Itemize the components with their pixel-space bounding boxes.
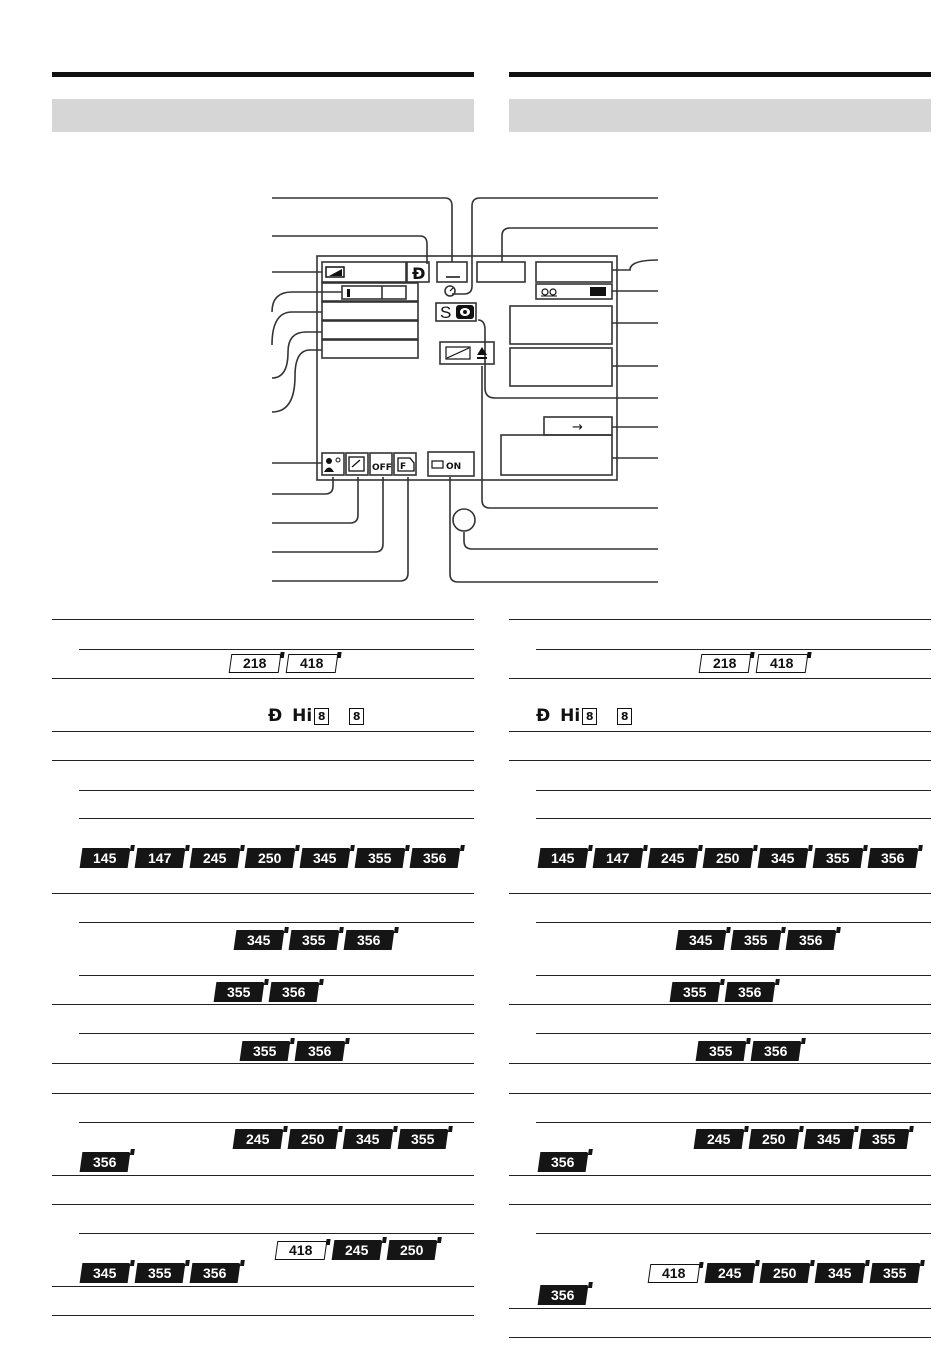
page-ref-badge: 345 bbox=[815, 1263, 866, 1283]
svg-text:F: F bbox=[400, 462, 407, 472]
page-ref-badge: 356 bbox=[344, 930, 395, 950]
right-rule bbox=[509, 1063, 931, 1064]
page-ref-badge: 145 bbox=[80, 848, 131, 868]
right-format-marks bbox=[536, 706, 632, 726]
left-rule bbox=[79, 922, 474, 923]
right-rule bbox=[509, 1004, 931, 1005]
page-ref-badge: 418 bbox=[756, 654, 809, 673]
left-rule bbox=[52, 1004, 474, 1005]
left-row4-badges bbox=[215, 982, 318, 1002]
right-row2-badges bbox=[539, 848, 917, 868]
page-ref-badge: 355 bbox=[355, 848, 406, 868]
left-rule bbox=[52, 1175, 474, 1176]
left-rule bbox=[52, 1204, 474, 1205]
page-ref-badge: 245 bbox=[648, 848, 699, 868]
left-rule bbox=[79, 975, 474, 976]
page-ref-badge: 250 bbox=[760, 1263, 811, 1283]
page-ref-badge: 250 bbox=[387, 1240, 438, 1260]
format-box: 8 bbox=[349, 708, 364, 725]
page-ref-badge: 355 bbox=[135, 1263, 186, 1283]
page-ref-badge: 147 bbox=[593, 848, 644, 868]
format-box: 8 bbox=[314, 708, 329, 725]
page-ref-badge: 356 bbox=[538, 1285, 589, 1305]
page-ref-badge: 356 bbox=[786, 930, 837, 950]
page-ref-badge: 418 bbox=[286, 654, 339, 673]
right-rule bbox=[536, 922, 931, 923]
left-row7-badges bbox=[276, 1240, 436, 1260]
left-rule bbox=[79, 1233, 474, 1234]
left-row6-badges bbox=[234, 1129, 447, 1149]
left-row5-badges bbox=[241, 1041, 344, 1061]
right-rule bbox=[536, 1233, 931, 1234]
page-ref-badge: 355 bbox=[813, 848, 864, 868]
format-box: 8 bbox=[617, 708, 632, 725]
left-rule bbox=[52, 1315, 474, 1316]
left-rule bbox=[52, 619, 474, 620]
page-ref-badge: 250 bbox=[703, 848, 754, 868]
page-ref-badge: 147 bbox=[135, 848, 186, 868]
right-rule bbox=[509, 760, 931, 761]
right-rule bbox=[509, 678, 931, 679]
page-ref-badge: 355 bbox=[398, 1129, 449, 1149]
page-ref-badge: 218 bbox=[229, 654, 282, 673]
page-ref-badge: 245 bbox=[694, 1129, 745, 1149]
page-ref-badge: 345 bbox=[80, 1263, 131, 1283]
left-row6-cont-badges bbox=[81, 1152, 129, 1172]
left-rule bbox=[79, 649, 474, 650]
left-row2-badges bbox=[81, 848, 459, 868]
left-rule bbox=[52, 893, 474, 894]
page-ref-badge: 418 bbox=[275, 1241, 328, 1260]
right-row7-badges bbox=[649, 1263, 919, 1283]
page-ref-badge: 250 bbox=[288, 1129, 339, 1149]
right-row5-badges bbox=[697, 1041, 800, 1061]
left-rule bbox=[52, 1063, 474, 1064]
page-ref-badge: 356 bbox=[751, 1041, 802, 1061]
right-rule bbox=[509, 731, 931, 732]
left-rule bbox=[52, 1286, 474, 1287]
page-ref-badge: 356 bbox=[190, 1263, 241, 1283]
page-ref-badge: 245 bbox=[705, 1263, 756, 1283]
page-ref-badge: 218 bbox=[699, 654, 752, 673]
page-ref-badge: 345 bbox=[300, 848, 351, 868]
screen-indicators-diagram bbox=[0, 0, 950, 600]
page-ref-badge: 355 bbox=[670, 982, 721, 1002]
page-ref-badge: 145 bbox=[538, 848, 589, 868]
left-row1-badges bbox=[230, 654, 337, 673]
format-symbol-icon: Ð bbox=[536, 706, 551, 726]
right-rule bbox=[509, 619, 931, 620]
page-ref-badge: 355 bbox=[696, 1041, 747, 1061]
right-rule bbox=[536, 1033, 931, 1034]
tape-counter-arrow: → bbox=[572, 420, 583, 435]
page-ref-badge: 245 bbox=[332, 1240, 383, 1260]
svg-text:OFF: OFF bbox=[372, 463, 392, 473]
format-symbol-icon: Ð bbox=[268, 706, 283, 726]
page-ref-badge: 356 bbox=[295, 1041, 346, 1061]
left-rule bbox=[52, 678, 474, 679]
page-ref-badge: 355 bbox=[870, 1263, 921, 1283]
format-symbol-icon: Ð bbox=[412, 264, 426, 283]
page-ref-badge: 355 bbox=[731, 930, 782, 950]
page-ref-badge: 250 bbox=[245, 848, 296, 868]
page-ref-badge: 356 bbox=[538, 1152, 589, 1172]
right-rule bbox=[536, 790, 931, 791]
page-ref-badge: 245 bbox=[233, 1129, 284, 1149]
page-ref-badge: 250 bbox=[749, 1129, 800, 1149]
left-rule bbox=[79, 790, 474, 791]
page-ref-badge: 356 bbox=[269, 982, 320, 1002]
page-ref-badge: 345 bbox=[804, 1129, 855, 1149]
left-row3-badges bbox=[235, 930, 393, 950]
right-rule bbox=[509, 893, 931, 894]
hi-logo: Hi bbox=[560, 706, 581, 726]
page-ref-badge: 356 bbox=[410, 848, 461, 868]
page-ref-badge: 345 bbox=[758, 848, 809, 868]
right-rule bbox=[536, 818, 931, 819]
right-row1-badges bbox=[700, 654, 807, 673]
right-row7-cont-badges bbox=[539, 1285, 587, 1305]
right-rule bbox=[509, 1093, 931, 1094]
lcd-screen-frame bbox=[317, 256, 617, 480]
left-rule bbox=[52, 731, 474, 732]
right-row4-badges bbox=[671, 982, 774, 1002]
right-rule bbox=[536, 1122, 931, 1123]
page-ref-badge: 355 bbox=[214, 982, 265, 1002]
right-rule bbox=[509, 1204, 931, 1205]
left-rule bbox=[52, 760, 474, 761]
left-rule bbox=[52, 1093, 474, 1094]
right-rule bbox=[509, 1337, 931, 1338]
right-rule bbox=[536, 975, 931, 976]
left-format-marks bbox=[268, 706, 364, 726]
left-row7-cont-badges bbox=[81, 1263, 239, 1283]
page-ref-badge: 355 bbox=[859, 1129, 910, 1149]
page-ref-badge: 418 bbox=[648, 1264, 701, 1283]
right-rule bbox=[509, 1308, 931, 1309]
right-row3-badges bbox=[677, 930, 835, 950]
page-ref-badge: 356 bbox=[725, 982, 776, 1002]
right-row6-cont-badges bbox=[539, 1152, 587, 1172]
page-ref-badge: 355 bbox=[289, 930, 340, 950]
left-rule bbox=[79, 1033, 474, 1034]
page-ref-badge: 355 bbox=[240, 1041, 291, 1061]
right-rule bbox=[509, 1175, 931, 1176]
page-ref-badge: 345 bbox=[234, 930, 285, 950]
format-box: 8 bbox=[582, 708, 597, 725]
page-ref-badge: 345 bbox=[676, 930, 727, 950]
page-ref-badge: 356 bbox=[868, 848, 919, 868]
cassette-memory-label: ON bbox=[446, 462, 462, 472]
left-rule bbox=[79, 818, 474, 819]
right-rule bbox=[536, 649, 931, 650]
steadyshot-letter: S bbox=[440, 303, 452, 322]
right-row6-badges bbox=[695, 1129, 908, 1149]
left-rule bbox=[79, 1122, 474, 1123]
page-ref-badge: 356 bbox=[80, 1152, 131, 1172]
page-ref-badge: 345 bbox=[343, 1129, 394, 1149]
page-ref-badge: 245 bbox=[190, 848, 241, 868]
hi-logo: Hi bbox=[292, 706, 313, 726]
